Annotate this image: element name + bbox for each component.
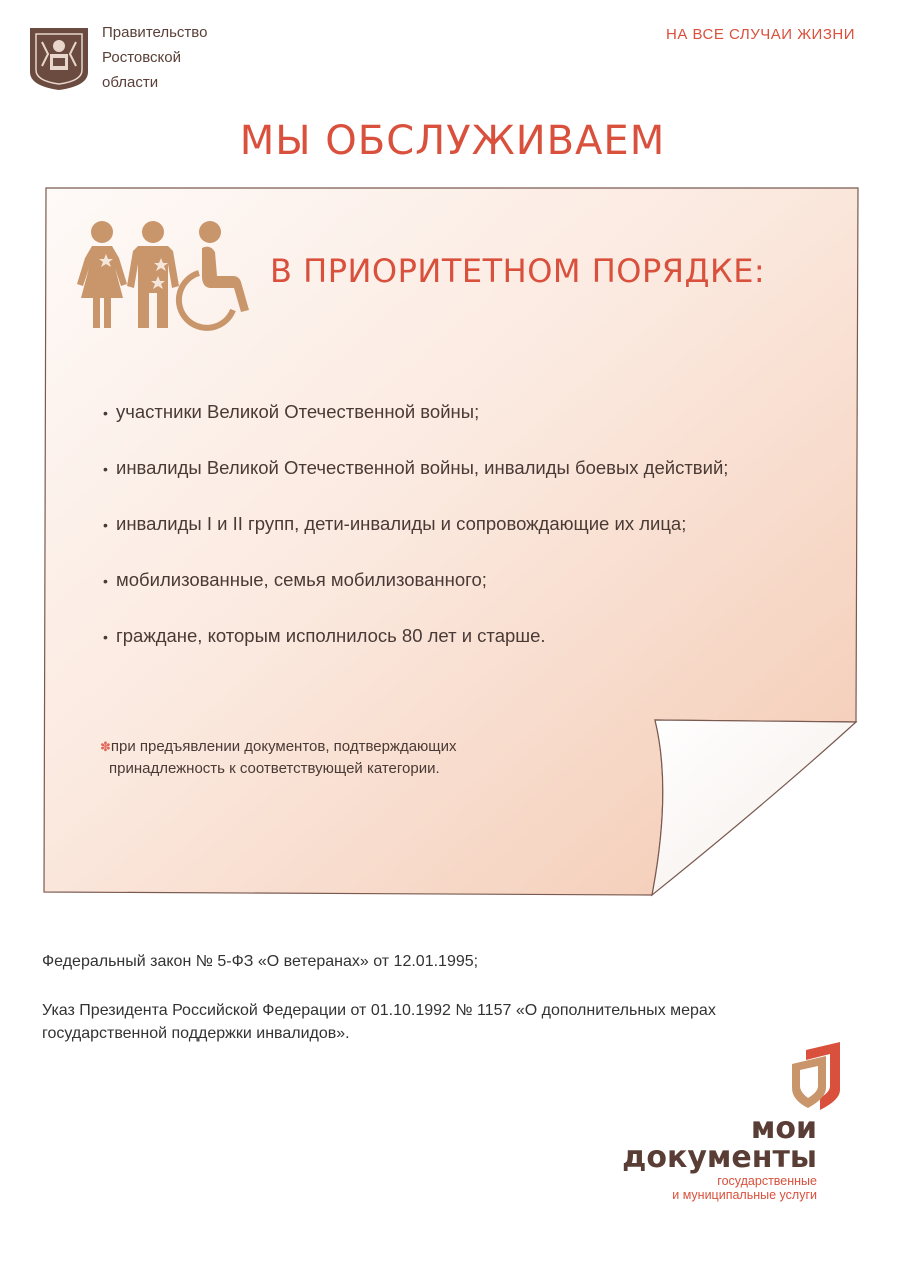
- asterisk-icon: ✽: [100, 739, 111, 754]
- list-item: • участники Великой Отечественной войны;: [103, 401, 480, 422]
- priority-categories-list: [103, 398, 728, 678]
- category-text: граждане, которым исполнилось 80 лет и старше.: [116, 625, 546, 646]
- logo-name-line-2: документы: [622, 1140, 817, 1175]
- logo-subtitle-line-2: и муниципальные услуги: [672, 1188, 817, 1202]
- list-item: • инвалиды I и II групп, дети-инвалиды и сопровождающие их лица;: [103, 513, 687, 534]
- category-text: инвалиды I и II групп, дети-инвалиды и сопровождающие их лица;: [116, 513, 687, 534]
- list-item: • мобилизованные, семья мобилизованного;: [103, 569, 487, 590]
- law-reference-2: [42, 999, 716, 1045]
- gov-line-2: Ростовской: [102, 49, 181, 66]
- logo-name-line-1: мои: [750, 1111, 817, 1146]
- priority-groups-icon: [75, 218, 260, 333]
- my-documents-logo: [622, 1111, 817, 1202]
- gov-line-1: Правительство: [102, 24, 208, 41]
- wheelchair-icon: [179, 221, 249, 328]
- priority-heading: В ПРИОРИТЕТНОМ ПОРЯДКЕ:: [270, 252, 766, 290]
- my-documents-logo-icon: [790, 1040, 842, 1112]
- category-text: мобилизованные, семья мобилизованного;: [116, 569, 487, 590]
- list-item: • граждане, которым исполнилось 80 лет и старше.: [103, 625, 546, 646]
- documents-note: [100, 736, 457, 780]
- slogan: НА ВСЕ СЛУЧАИ ЖИЗНИ: [666, 26, 855, 43]
- law-reference-2-line-2: государственной поддержки инвалидов».: [42, 1025, 350, 1042]
- law-reference-2-line-1: Указ Президента Российской Федерации от 01.10.1992 № 1157 «О дополнительных мерах: [42, 1002, 716, 1019]
- gov-line-3: области: [102, 74, 159, 91]
- logo-subtitle-line-1: государственные: [717, 1174, 817, 1188]
- male-veteran-icon: [127, 221, 179, 328]
- main-title: МЫ ОБСЛУЖИВАЕМ: [239, 118, 666, 164]
- category-text: инвалиды Великой Отечественной войны, инвалиды боевых действий;: [116, 457, 729, 478]
- note-line-2: принадлежность к соответствующей категории.: [109, 760, 440, 777]
- list-item: • инвалиды Великой Отечественной войны, инвалиды боевых действий;: [103, 457, 729, 478]
- female-veteran-icon: [77, 221, 127, 328]
- note-line-1: при предъявлении документов, подтверждающих: [110, 738, 457, 755]
- law-reference-1: Федеральный закон № 5-ФЗ «О ветеранах» от 12.01.1995;: [42, 953, 479, 970]
- category-text: участники Великой Отечественной войны;: [116, 401, 480, 422]
